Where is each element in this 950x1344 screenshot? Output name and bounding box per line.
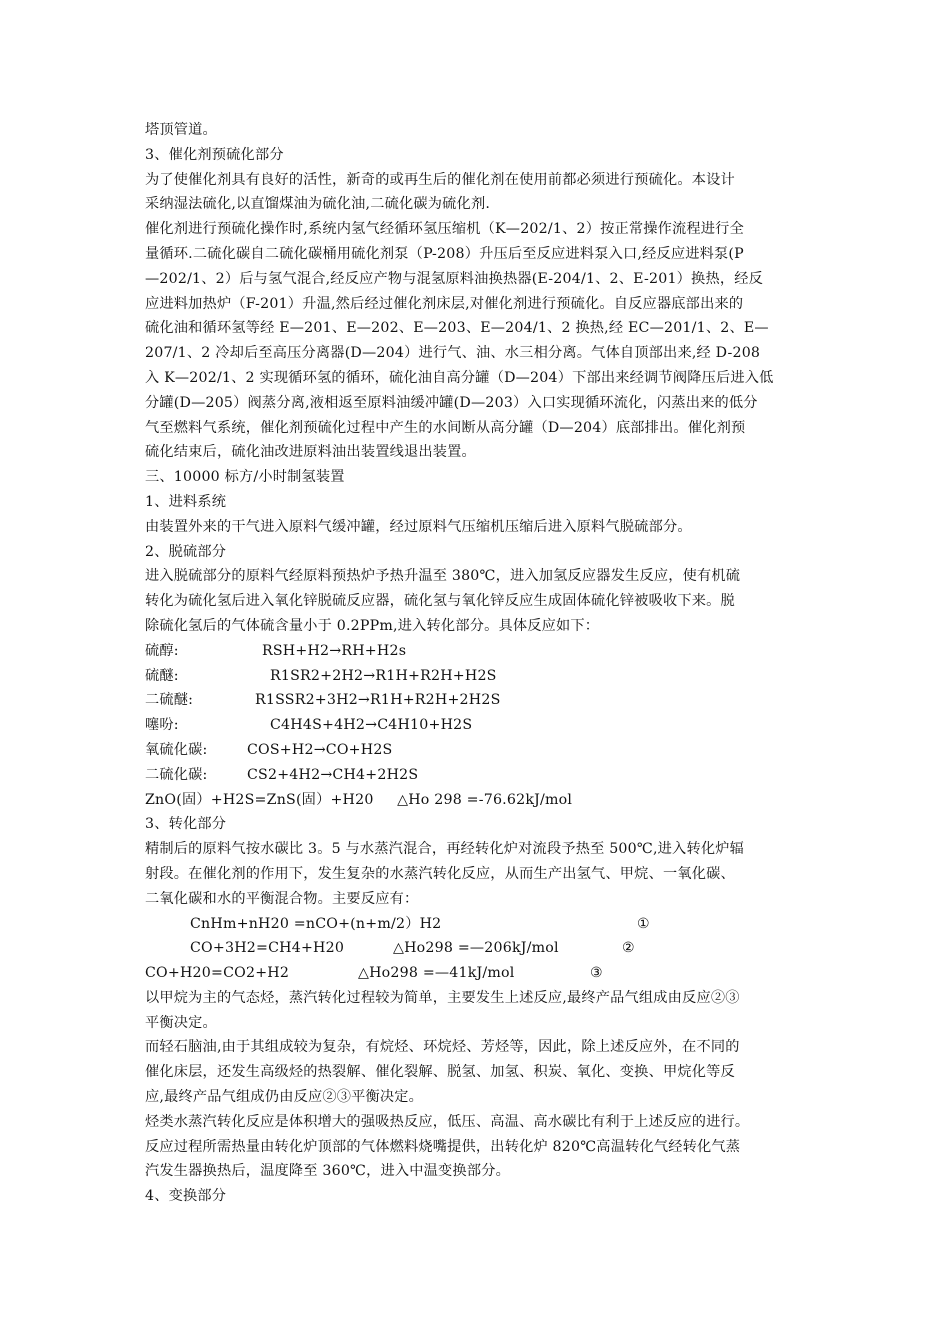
reaction-label: 二硫化碳:: [145, 766, 208, 783]
text-line: 二氧化碳和水的平衡混合物。主要反应有：: [145, 890, 419, 907]
text-line: —202/1、2）后与氢气混合,经反应产物与混氢原料油换热器(E-204/1、2、E-201）换热，经反: [145, 270, 763, 287]
reaction-label: 噻吩:: [145, 717, 179, 734]
section-heading: 4、变换部分: [145, 1188, 227, 1205]
text-line: 反应过程所需热量由转化炉顶部的气体燃料烧嘴提供，出转化炉 820℃高温转化气经转化气蒸: [145, 1138, 741, 1155]
text-line: 烃类水蒸汽转化反应是体积增大的强吸热反应，低压、高温、高水碳比有利于上述反应的进行。: [145, 1113, 750, 1130]
text-line: 催化床层，还发生高级烃的热裂解、催化裂解、脱氢、加氢、积炭、氧化、变换、甲烷化等反: [145, 1064, 735, 1081]
text-line: 入 K—202/1、2 实现循环氢的循环，硫化油自高分罐（D—204）下部出来经调节阀降压后进入低: [145, 369, 774, 386]
equation-number-3: ③: [590, 965, 603, 982]
document-page: [145, 118, 805, 1209]
text-line: 以甲烷为主的气态烃，蒸汽转化过程较为简单，主要发生上述反应,最终产品气组成由反应②③: [145, 989, 740, 1006]
text-line: 应,最终产品气组成仍由反应②③平衡决定。: [145, 1089, 424, 1106]
equation-1: CnHm+nH20 =nCO+(n+m/2）H2: [190, 915, 442, 932]
reaction-equation: R1SSR2+3H2→R1H+R2H+2H2S: [255, 692, 501, 709]
equation-2-enthalpy: △Ho298 =—206kJ/mol: [393, 940, 559, 957]
text-line: 207/1、2 冷却后至高压分离器(D—204）进行气、油、水三相分离。气体自顶部出来,经 D-208: [145, 345, 761, 362]
text-line: 精制后的原料气按水碳比 3。5 与水蒸汽混合，再经转化炉对流段予热至 500℃,进入转化炉辐: [145, 841, 744, 858]
equation-number-1: ①: [637, 915, 650, 932]
reaction-equation: R1SR2+2H2→R1H+R2H+H2S: [270, 667, 497, 684]
text-line: 塔顶管道。: [145, 122, 217, 138]
reaction-equation: CS2+4H2→CH4+2H2S: [247, 766, 419, 783]
reaction-line: [145, 688, 805, 713]
text-line: 除硫化氢后的气体硫含量小于 0.2PPm,进入转化部分。具体反应如下：: [145, 617, 600, 634]
equation-number-2: ②: [622, 940, 635, 957]
reaction-label: 氧硫化碳:: [145, 741, 208, 758]
text-line: 进入脱硫部分的原料气经原料预热炉予热升温至 380℃，进入加氢反应器发生反应，使有机硫: [145, 568, 741, 585]
text-line: 射段。在催化剂的作用下，发生复杂的水蒸汽转化反应，从而生产出氢气、甲烷、一氧化碳、: [145, 865, 735, 882]
equation-line-3: [145, 961, 805, 986]
reaction-equation: COS+H2→CO+H2S: [247, 741, 393, 758]
text-line: 采纳湿法硫化,以直馏煤油为硫化油,二硫化碳为硫化剂.: [145, 196, 491, 213]
text-line: 硫化油和循环氢等经 E—201、E—202、E—203、E—204/1、2 换热,经 EC—201/1、2、E—: [145, 320, 769, 337]
reaction-line: [145, 639, 805, 664]
text-line: 分罐(D—205）阀蒸分离,液相返至原料油缓冲罐(D—203）入口实现循环流化，闪蒸出来的低分: [145, 394, 758, 411]
section-heading: 3、转化部分: [145, 816, 227, 833]
text-line: 转化为硫化氢后进入氧化锌脱硫反应器，硫化氢与氧化锌反应生成固体硫化锌被吸收下来。脱: [145, 593, 735, 610]
text-line: 而轻石脑油,由于其组成较为复杂，有烷烃、环烷烃、芳烃等，因此，除上述反应外，在不同的: [145, 1039, 740, 1056]
text-line: 硫化结束后，硫化油改进原料油出装置线退出装置。: [145, 444, 476, 461]
equation-line-2: [145, 936, 805, 961]
section-heading: 三、10000 标方/小时制氢装置: [145, 469, 345, 486]
text-line: 量循环.二硫化碳自二硫化碳桶用硫化剂泵（P-208）升压后至反应进料泵入口,经反应进料泵(P: [145, 245, 744, 262]
reaction-line: [145, 664, 805, 689]
text-line: 为了使催化剂具有良好的活性，新奇的或再生后的催化剂在使用前都必须进行预硫化。本设计: [145, 171, 735, 188]
equation-line-1: [145, 912, 805, 937]
reaction-line: [145, 713, 805, 738]
reaction-line: [145, 738, 805, 763]
reaction-label: 硫醚:: [145, 667, 179, 684]
section-heading: 1、进料系统: [145, 493, 227, 510]
section-heading: 2、脱硫部分: [145, 543, 227, 560]
equation-3-enthalpy: △Ho298 =—41kJ/mol: [358, 965, 515, 982]
reaction-label: 硫醇:: [145, 642, 179, 659]
text-line: 汽发生器换热后，温度降至 360℃，进入中温变换部分。: [145, 1163, 510, 1180]
text-line: 平衡决定。: [145, 1014, 217, 1031]
text-line: 应进料加热炉（F-201）升温,然后经过催化剂床层,对催化剂进行预硫化。自反应器底部出来的: [145, 295, 744, 312]
zno-reaction-line: ZnO(固）+H2S=ZnS(固）+H20 △Ho 298 =-76.62kJ/mol: [145, 791, 573, 808]
text-line: 由装置外来的干气进入原料气缓冲罐，经过原料气压缩机压缩后进入原料气脱硫部分。: [145, 518, 692, 535]
text-line: 气至燃料气系统，催化剂预硫化过程中产生的水间断从高分罐（D—204）底部排出。催化剂预: [145, 419, 746, 436]
reaction-label: 二硫醚:: [145, 692, 194, 709]
reaction-equation: C4H4S+4H2→C4H10+H2S: [270, 717, 473, 734]
text-line: 催化剂进行预硫化操作时,系统内氢气经循环氢压缩机（K—202/1、2）按正常操作流程进行全: [145, 221, 744, 238]
section-heading: 3、催化剂预硫化部分: [145, 146, 284, 163]
reaction-line: [145, 763, 805, 788]
equation-3: CO+H20=CO2+H2: [145, 965, 290, 982]
equation-2: CO+3H2=CH4+H20: [190, 940, 345, 957]
reaction-equation: RSH+H2→RH+H2s: [262, 642, 407, 659]
